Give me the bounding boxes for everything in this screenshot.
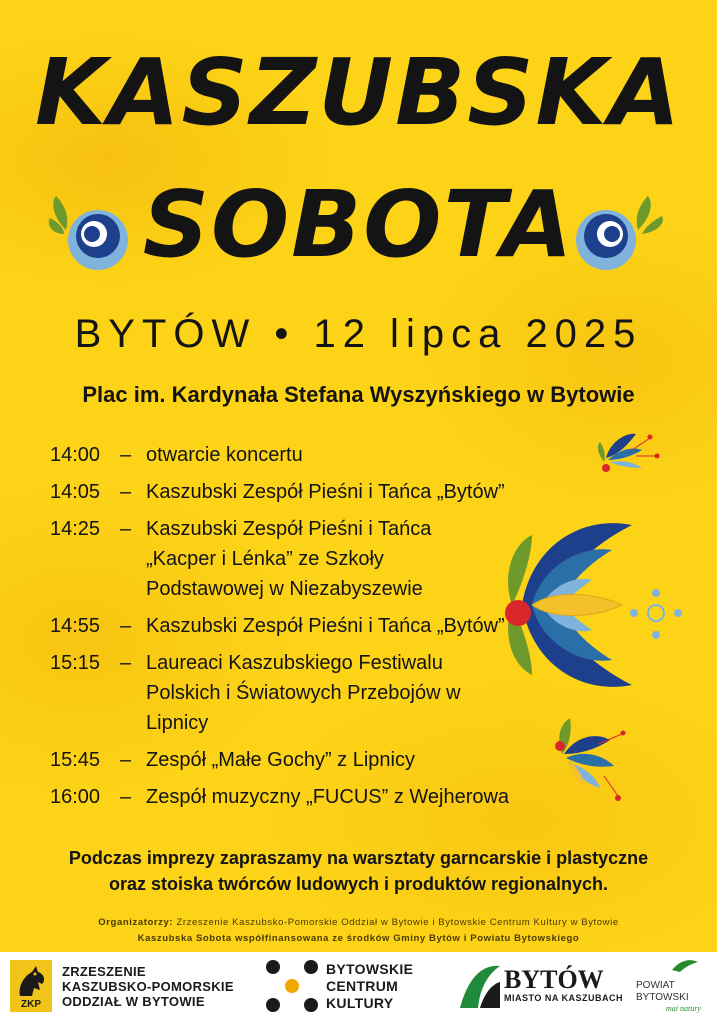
funding-text: Kaszubska Sobota współfinansowana ze środków Gminy Bytów i Powiatu Bytowskiego — [137, 933, 580, 944]
credits — [0, 915, 717, 947]
bck-dots-icon — [266, 960, 318, 1012]
large-flower-icon — [492, 505, 692, 705]
bck-logo — [266, 960, 413, 1012]
workshop-note — [0, 845, 717, 897]
funding-line — [0, 931, 717, 947]
schedule-desc: Zespół „Małe Gochy” z Lipnicy — [146, 749, 415, 771]
right-flower-icon — [570, 192, 670, 282]
schedule-row — [50, 648, 520, 738]
bottom-flower-icon — [548, 714, 638, 804]
schedule-dash: – — [120, 652, 132, 674]
schedule-dash: – — [120, 444, 132, 466]
bytow-word: BYTÓW — [504, 965, 604, 994]
schedule-desc: Kaszubski Zespół Pieśni i Tańca „Bytów” — [146, 615, 505, 637]
schedule-time: 15:15 — [50, 652, 101, 674]
powiat-line-2: BYTOWSKI — [636, 992, 689, 1003]
venue-heading: Plac im. Kardynała Stefana Wyszyńskiego w Bytowie — [82, 382, 635, 407]
schedule-row — [50, 514, 520, 604]
schedule-desc: Laureaci Kaszubskiego Festiwalu Polskich i Światowych Przebojów w Lipnicy — [146, 652, 461, 734]
schedule-list — [50, 440, 520, 812]
zkp-badge — [10, 960, 52, 1012]
bck-line-3: KULTURY — [326, 994, 394, 1011]
schedule-time: 14:05 — [50, 481, 101, 503]
schedule-time: 14:55 — [50, 615, 101, 637]
note-line-2: oraz stoiska twórców ludowych i produktów regionalnych. — [108, 874, 609, 894]
schedule-row — [50, 745, 520, 775]
schedule-dash: – — [120, 481, 132, 503]
zkp-text — [62, 964, 234, 1009]
schedule-row — [50, 782, 520, 812]
hill-icon — [458, 958, 502, 1012]
schedule-time: 16:00 — [50, 786, 101, 808]
title-line-1: KASZUBSKA — [34, 39, 683, 146]
schedule-desc: Kaszubski Zespół Pieśni i Tańca „Bytów” — [146, 481, 505, 503]
powiat-line-1: POWIAT — [636, 980, 675, 991]
zkp-logo — [10, 960, 234, 1012]
schedule-time: 14:00 — [50, 444, 101, 466]
schedule-dash: – — [120, 749, 132, 771]
schedule-row — [50, 477, 520, 507]
bck-line-2: CENTRUM — [326, 977, 399, 994]
zkp-line-1: ZRZESZENIE — [62, 963, 146, 979]
note-line-1: Podczas imprezy zapraszamy na warsztaty garncarskie i plastyczne — [68, 848, 649, 868]
date-location-subtitle: BYTÓW • 12 lipca 2025 — [74, 312, 643, 356]
zkp-line-3: ODDZIAŁ W BYTOWIE — [62, 993, 205, 1009]
schedule-row — [50, 440, 520, 470]
zkp-line-2: KASZUBSKO-POMORSKIE — [62, 978, 234, 994]
organizers-text: Zrzeszenie Kaszubsko-Pomorskie Oddział w Bytowie i Bytowskie Centrum Kultury w Bytowie — [176, 917, 619, 928]
schedule-dash: – — [120, 786, 132, 808]
schedule-desc: otwarcie koncertu — [146, 444, 303, 466]
powiat-tag: mai natury — [666, 1004, 701, 1013]
schedule-desc: Zespół muzyczny „FUCUS” z Wejherowa — [146, 786, 510, 808]
sponsor-footer — [0, 952, 717, 1024]
schedule-row — [50, 611, 520, 641]
bck-line-1: BYTOWSKIE — [326, 960, 414, 977]
griffin-icon — [10, 962, 52, 1002]
schedule-desc: Kaszubski Zespół Pieśni i Tańca „Kacper i Lénka” ze Szkoły Podstawowej w Niezabyszewie — [146, 518, 432, 600]
organizers-label: Organizatorzy: — [98, 917, 174, 928]
zkp-badge-text: ZKP — [21, 999, 41, 1010]
bytow-logo — [458, 958, 623, 1012]
left-flower-icon — [48, 192, 132, 282]
bird-icon — [670, 958, 700, 974]
powiat-logo — [636, 962, 701, 1013]
schedule-time: 14:25 — [50, 518, 101, 540]
bck-text — [326, 961, 413, 1012]
schedule-time: 15:45 — [50, 749, 101, 771]
organizers-line — [0, 915, 717, 931]
schedule-dash: – — [120, 615, 132, 637]
bytow-text — [504, 967, 623, 1003]
small-flower-icon — [592, 428, 664, 478]
title-line-2: SOBOTA — [142, 171, 575, 278]
bytow-sub: MIASTO NA KASZUBACH — [504, 993, 623, 1003]
schedule-dash: – — [120, 518, 132, 540]
